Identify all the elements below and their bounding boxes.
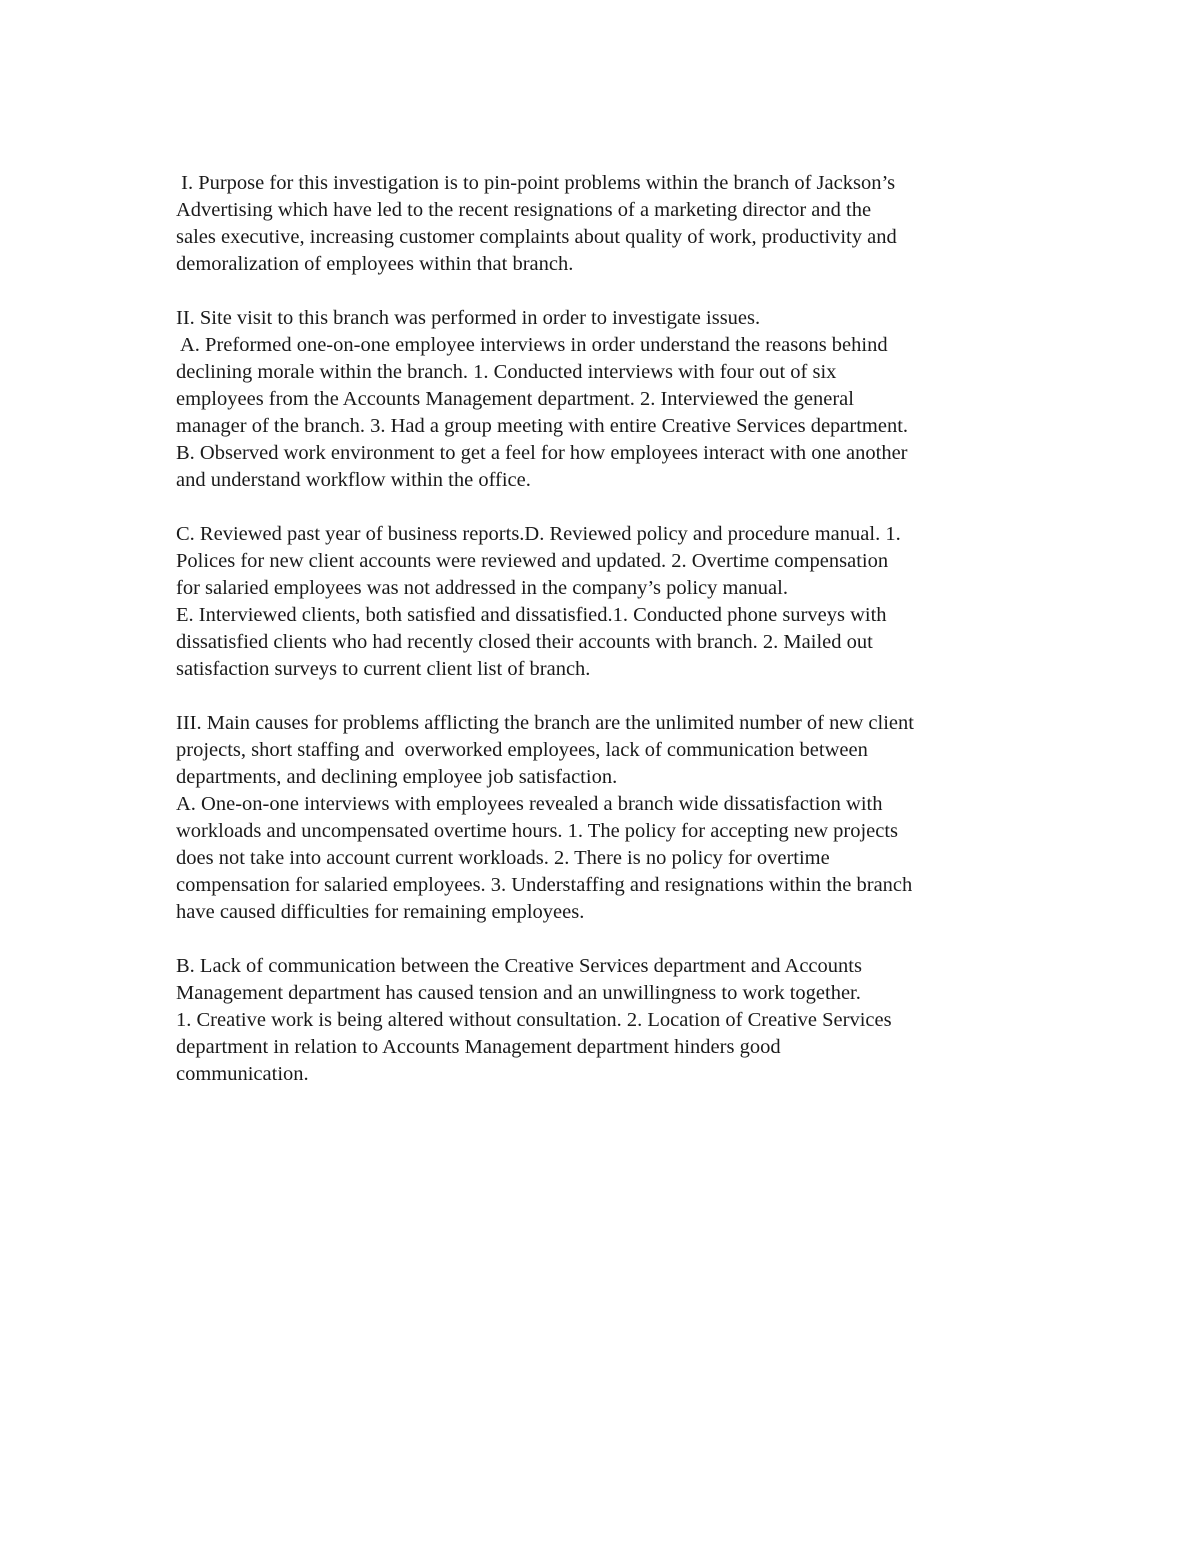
- paragraph-gap: [176, 683, 1046, 710]
- text-line: II. Site visit to this branch was performed in order to investigate issues.: [176, 307, 761, 329]
- text-line: departments, and declining employee job satisfaction.: [176, 766, 618, 788]
- text-line: and understand workflow within the office.: [176, 469, 531, 491]
- paragraph-gap: [176, 494, 1046, 521]
- text-line: declining morale within the branch. 1. Conducted interviews with four out of six: [176, 361, 837, 383]
- paragraph-gap: [176, 278, 1046, 305]
- text-line: B. Observed work environment to get a feel for how employees interact with one another: [176, 442, 908, 464]
- text-line: manager of the branch. 3. Had a group meeting with entire Creative Services department.: [176, 415, 909, 437]
- text-line: E. Interviewed clients, both satisfied and dissatisfied.1. Conducted phone surveys with: [176, 604, 887, 626]
- text-line: demoralization of employees within that branch.: [176, 253, 574, 275]
- text-line: projects, short staffing and overworked employees, lack of communication between: [176, 739, 868, 761]
- text-line: I. Purpose for this investigation is to pin-point problems within the branch of Jackson’s: [176, 172, 896, 194]
- text-line: Management department has caused tension and an unwillingness to work together.: [176, 982, 861, 1004]
- text-line: A. Preformed one-on-one employee interviews in order understand the reasons behind: [176, 334, 888, 356]
- text-line: does not take into account current workloads. 2. There is no policy for overtime: [176, 847, 830, 869]
- document-body: [176, 170, 1046, 1088]
- section-reviews: [176, 521, 1046, 683]
- section-site-visit: [176, 305, 1046, 494]
- section-communication: [176, 953, 1046, 1088]
- section-main-causes: [176, 710, 1046, 926]
- text-line: Polices for new client accounts were reviewed and updated. 2. Overtime compensation: [176, 550, 889, 572]
- text-line: workloads and uncompensated overtime hours. 1. The policy for accepting new projects: [176, 820, 899, 842]
- text-line: satisfaction surveys to current client list of branch.: [176, 658, 591, 680]
- text-line: have caused difficulties for remaining employees.: [176, 901, 585, 923]
- text-line: communication.: [176, 1063, 309, 1085]
- text-line: Advertising which have led to the recent resignations of a marketing director and the: [176, 199, 872, 221]
- section-purpose: [176, 170, 1046, 278]
- text-line: employees from the Accounts Management department. 2. Interviewed the general: [176, 388, 854, 410]
- paragraph-gap: [176, 926, 1046, 953]
- text-line: dissatisfied clients who had recently closed their accounts with branch. 2. Mailed out: [176, 631, 873, 653]
- text-line: III. Main causes for problems afflicting the branch are the unlimited number of new client: [176, 712, 914, 734]
- text-line: C. Reviewed past year of business reports.D. Reviewed policy and procedure manual. 1.: [176, 523, 901, 545]
- text-line: compensation for salaried employees. 3. Understaffing and resignations within the branch: [176, 874, 913, 896]
- text-line: for salaried employees was not addressed in the company’s policy manual.: [176, 577, 788, 599]
- text-line: A. One-on-one interviews with employees revealed a branch wide dissatisfaction with: [176, 793, 883, 815]
- text-line: B. Lack of communication between the Creative Services department and Accounts: [176, 955, 862, 977]
- text-line: 1. Creative work is being altered without consultation. 2. Location of Creative Services: [176, 1009, 892, 1031]
- text-line: department in relation to Accounts Management department hinders good: [176, 1036, 781, 1058]
- text-line: sales executive, increasing customer complaints about quality of work, productivity and: [176, 226, 897, 248]
